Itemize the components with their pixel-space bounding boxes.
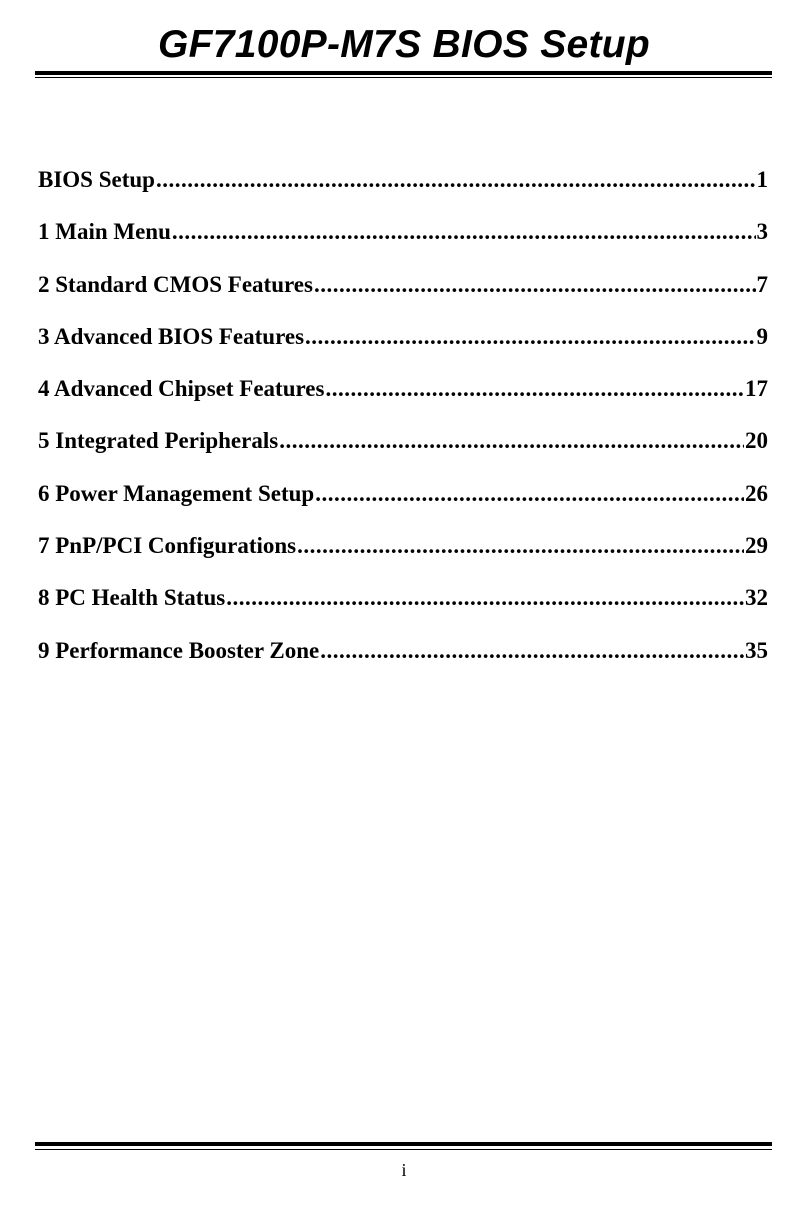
toc-entry-bios-setup[interactable] [38, 160, 768, 212]
toc-dot-leader [156, 160, 756, 200]
page-title: GF7100P-M7S BIOS Setup [157, 23, 651, 66]
footer-rule-thick [35, 1142, 772, 1146]
toc-entry-label: 5 Integrated Peripherals [38, 428, 279, 454]
table-of-contents [38, 160, 768, 683]
toc-dot-leader [279, 421, 744, 461]
toc-entry-label: 9 Performance Booster Zone [38, 637, 320, 663]
toc-dot-leader [325, 369, 744, 409]
toc-dot-leader [315, 474, 744, 514]
toc-entry-label: BIOS Setup [38, 167, 155, 192]
toc-entry-pc-health-status[interactable] [38, 578, 768, 630]
toc-entry-page: 26 [745, 480, 768, 506]
toc-entry-advanced-bios-features[interactable] [38, 317, 768, 369]
toc-entry-page: 20 [745, 428, 768, 454]
footer-page-number: i [401, 1160, 407, 1180]
toc-entry-page: 9 [756, 323, 768, 349]
toc-entry-advanced-chipset-features[interactable] [38, 369, 768, 421]
toc-dot-leader [305, 317, 755, 357]
toc-dot-leader [172, 212, 756, 252]
toc-entry-label: 4 Advanced Chipset Features [38, 376, 325, 402]
toc-dot-leader [314, 265, 756, 305]
toc-dot-leader [297, 526, 744, 566]
toc-entry-performance-booster-zone[interactable] [38, 631, 768, 683]
toc-entry-integrated-peripherals[interactable] [38, 421, 768, 473]
header-rule-thick [35, 71, 772, 75]
toc-entry-label: 7 PnP/PCI Configurations [38, 533, 297, 559]
toc-entry-page: 29 [745, 533, 768, 559]
toc-dot-leader [320, 631, 744, 671]
toc-dot-leader [226, 578, 744, 618]
toc-entry-label: 8 PC Health Status [38, 585, 226, 611]
toc-entry-power-management-setup[interactable] [38, 474, 768, 526]
toc-entry-label: 3 Advanced BIOS Features [38, 323, 305, 349]
toc-entry-page: 35 [745, 637, 768, 663]
toc-entry-page: 32 [745, 585, 768, 611]
header-rule-thin [35, 77, 772, 78]
toc-entry-page: 17 [745, 376, 768, 402]
toc-entry-label: 1 Main Menu [38, 219, 171, 245]
toc-entry-standard-cmos-features[interactable] [38, 265, 768, 317]
toc-entry-pnp-pci-configurations[interactable] [38, 526, 768, 578]
toc-entry-page: 3 [756, 219, 768, 245]
toc-entry-label: 6 Power Management Setup [38, 480, 315, 506]
toc-entry-label: 2 Standard CMOS Features [38, 271, 313, 297]
footer-rule-thin [35, 1149, 772, 1150]
toc-entry-page: 1 [756, 167, 768, 192]
toc-entry-page: 7 [756, 271, 768, 297]
toc-entry-main-menu[interactable] [38, 212, 768, 264]
